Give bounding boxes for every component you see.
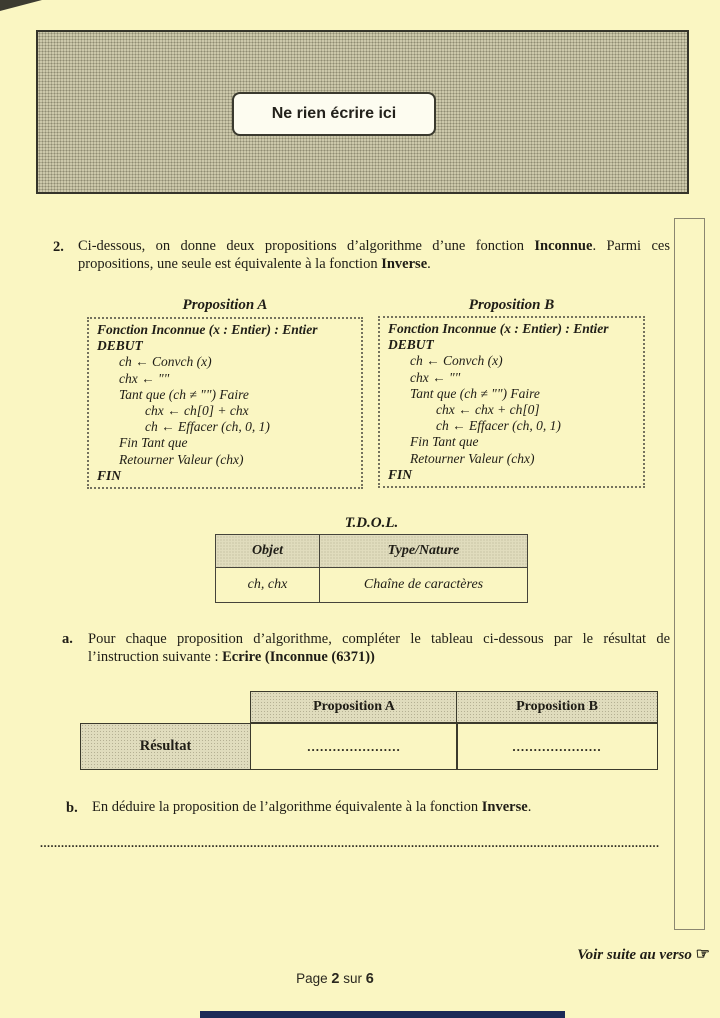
pointing-hand-icon: ☞ [695, 946, 710, 963]
bottom-scan-bar [200, 1011, 565, 1018]
tdol-data-row [216, 568, 528, 603]
code-line: DEBUT [388, 337, 434, 353]
tdol-title: T.D.O.L. [344, 515, 399, 531]
tdol-cell-type: Chaîne de caractères [320, 568, 528, 603]
question-text-mid: . Parmi ces propositions, une seule est équivalente à la fonction [78, 238, 670, 272]
item-b-label: b. [66, 800, 78, 816]
code-line: ch ← Convch (x) [119, 354, 212, 370]
tdol-table [215, 534, 528, 603]
tdol-cell-objet: ch, chx [216, 568, 320, 603]
code-line: chx ← ch[0] + chx [145, 403, 249, 419]
proposition-b-box [378, 316, 645, 488]
code-line: Tant que (ch ≠ "") Faire [410, 385, 540, 401]
do-not-write-box [232, 92, 436, 136]
item-b-text-end: . [527, 799, 532, 815]
code-line: ch ← Effacer (ch, 0, 1) [436, 418, 561, 434]
continuation-note [577, 944, 710, 964]
code-line: ch ← Effacer (ch, 0, 1) [145, 419, 270, 435]
scan-page-edge [674, 218, 705, 930]
result-header-proposition-a: Proposition A [250, 691, 458, 723]
code-line: FIN [97, 467, 122, 483]
item-a-instruction: Ecrire (Inconnue (6371)) [222, 649, 375, 665]
code-line: Fonction Inconnue (x : Entier) : Entier [388, 321, 609, 336]
item-b-text-pre: En déduire la proposition de l’algorithme équivalente à la fonction [92, 799, 482, 815]
result-row-label: Résultat [80, 723, 251, 770]
page-number [270, 971, 400, 987]
continuation-text: Voir suite au verso [577, 947, 692, 963]
code-line: DEBUT [97, 338, 143, 354]
code-line: Tant que (ch ≠ "") Faire [119, 386, 249, 402]
tdol-header-objet: Objet [216, 535, 320, 568]
result-cell-proposition-b: ..................... [456, 723, 658, 770]
question-text-end: . [427, 255, 431, 272]
page-sur: sur [339, 971, 366, 986]
proposition-a-box [87, 317, 363, 489]
item-a-text [88, 630, 670, 666]
proposition-b-title: Proposition B [468, 297, 555, 313]
tdol-header-type: Type/Nature [320, 535, 528, 568]
code-line: Fonction Inconnue (x : Entier) : Entier [97, 322, 318, 337]
result-header-proposition-b: Proposition B [456, 691, 658, 723]
question-bold-inverse: Inverse [381, 255, 428, 272]
answer-dotted-line: ................................................................................................................................................................................. [40, 836, 660, 850]
item-b-text [92, 799, 670, 816]
question-text-pre: Ci-dessous, on donne deux propositions d’algorithme d’une fonction [78, 238, 535, 254]
item-a-text-pre: Pour chaque proposition d’algorithme, compléter le tableau ci-dessous par le résultat de l’instruction suivante : [88, 631, 670, 665]
code-line: Retourner Valeur (chx) [410, 450, 535, 466]
page-word: Page [296, 971, 332, 986]
question-number: 2. [53, 239, 64, 255]
code-line: Fin Tant que [410, 434, 479, 450]
code-line: ch ← Convch (x) [410, 353, 503, 369]
tdol-header-row [216, 535, 528, 568]
code-line: chx ← chx + ch[0] [436, 402, 540, 418]
page-total: 6 [365, 971, 374, 987]
result-cell-proposition-a: ...................... [250, 723, 458, 770]
code-line: Fin Tant que [119, 435, 188, 451]
scan-corner-artifact [0, 0, 42, 11]
do-not-write-label: Ne rien écrire ici [271, 105, 397, 122]
item-b-bold-inverse: Inverse [481, 799, 528, 815]
code-line: FIN [388, 466, 413, 482]
question-text [78, 238, 670, 273]
page-current: 2 [331, 971, 340, 987]
proposition-a-title: Proposition A [182, 297, 268, 313]
question-bold-inconnue: Inconnue [534, 238, 593, 254]
code-line: chx ← "" [119, 370, 170, 386]
item-a-label: a. [62, 631, 73, 647]
code-line: chx ← "" [410, 369, 461, 385]
code-line: Retourner Valeur (chx) [119, 451, 244, 467]
